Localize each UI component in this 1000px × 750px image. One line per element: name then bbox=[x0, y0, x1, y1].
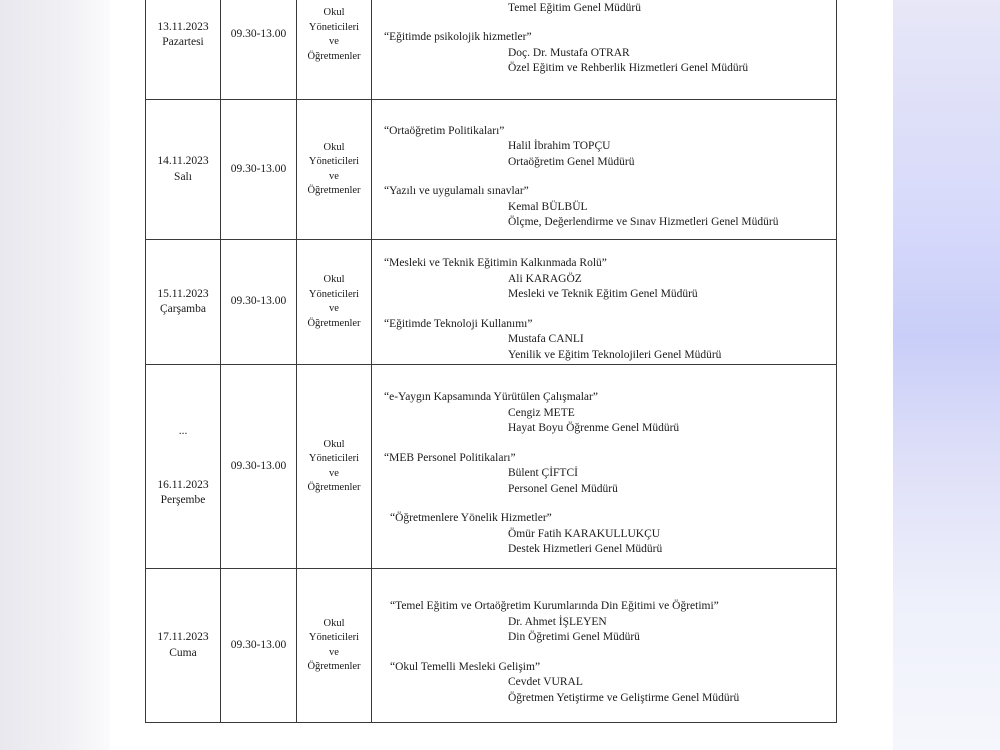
date-value: 13.11.2023 bbox=[157, 20, 209, 33]
talk-entry bbox=[372, 451, 836, 498]
date-cell bbox=[146, 365, 221, 569]
audience-line: ve bbox=[329, 170, 339, 182]
date-cell bbox=[146, 569, 221, 723]
talk-entry bbox=[372, 599, 836, 646]
speaker-name: Ali KARAGÖZ bbox=[508, 272, 582, 285]
date-cell bbox=[146, 240, 221, 365]
background-right bbox=[893, 0, 1000, 750]
speaker-office: Destek Hizmetleri Genel Müdürü bbox=[508, 543, 663, 556]
talks-cell bbox=[372, 240, 837, 365]
talk-entry bbox=[372, 256, 836, 303]
schedule-row bbox=[146, 365, 837, 569]
audience-cell bbox=[297, 569, 372, 723]
date-dots: ... bbox=[178, 425, 188, 438]
audience-cell bbox=[297, 100, 372, 240]
time-cell: 09.30-13.00 bbox=[221, 100, 297, 240]
background-left bbox=[0, 0, 110, 750]
audience-line: Öğretmenler bbox=[307, 317, 361, 329]
date-value: 17.11.2023 bbox=[157, 631, 209, 643]
talk-title: “Yazılı ve uygulamalı sınavlar” bbox=[384, 185, 529, 197]
speaker-name: Cevdet VURAL bbox=[508, 676, 583, 688]
audience-line: ve bbox=[329, 303, 339, 314]
talks-cell bbox=[372, 365, 837, 569]
talk-title: “Eğitimde Teknoloji Kullanımı” bbox=[384, 317, 533, 330]
schedule-row bbox=[146, 0, 837, 100]
talk-entry bbox=[372, 390, 836, 437]
audience-line: Okul bbox=[323, 438, 345, 450]
audience-line: ve bbox=[329, 467, 339, 479]
speaker-office: Özel Eğitim ve Rehberlik Hizmetleri Genel Müdürü bbox=[508, 62, 749, 75]
audience-line: Yöneticileri bbox=[308, 632, 360, 643]
speaker-office: Personel Genel Müdürü bbox=[508, 482, 618, 495]
talk-entry bbox=[372, 317, 836, 364]
talk-title: “Temel Eğitim ve Ortaöğretim Kurumlarında Din Eğitimi ve Öğretimi” bbox=[390, 600, 719, 612]
speaker-name: Doç. Dr. Mustafa OTRAR bbox=[508, 46, 630, 59]
weekday: Salı bbox=[174, 170, 192, 183]
speaker-office: Temel Eğitim Genel Müdürü bbox=[508, 1, 642, 14]
audience-cell bbox=[297, 0, 372, 100]
speaker-office: Ortaöğretim Genel Müdürü bbox=[508, 155, 635, 168]
talk-entry bbox=[372, 660, 836, 707]
talk-title: “e-Yaygın Kapsamında Yürütülen Çalışmalar” bbox=[384, 391, 598, 404]
talk-title: “Ortaöğretim Politikaları” bbox=[384, 124, 505, 137]
date-cell bbox=[146, 100, 221, 240]
audience-line: Yöneticileri bbox=[308, 453, 360, 464]
talk-entry bbox=[372, 30, 836, 77]
audience-line: Okul bbox=[323, 141, 345, 153]
talks-cell bbox=[372, 569, 837, 723]
date-value: 14.11.2023 bbox=[157, 155, 209, 167]
audience-line: Yöneticileri bbox=[308, 288, 360, 300]
speaker-office: Öğretmen Yetiştirme ve Geliştirme Genel Müdürü bbox=[508, 691, 740, 704]
audience-line: Öğretmenler bbox=[307, 185, 361, 196]
talk-entry bbox=[372, 184, 836, 231]
talk-title: “Öğretmenlere Yönelik Hizmetler” bbox=[390, 512, 552, 525]
speaker-name: Ömür Fatih KARAKULLUKÇU bbox=[508, 527, 661, 540]
talk-entry bbox=[372, 124, 836, 171]
audience-cell bbox=[297, 365, 372, 569]
talk-entry bbox=[372, 511, 836, 558]
audience-line: Öğretmenler bbox=[307, 482, 361, 493]
audience-line: ve bbox=[329, 36, 339, 47]
talk-title: “Okul Temelli Mesleki Gelişim” bbox=[390, 660, 541, 673]
talks-cell bbox=[372, 100, 837, 240]
audience-line: Okul bbox=[323, 7, 345, 18]
audience-line: Yöneticileri bbox=[308, 156, 360, 167]
schedule-table bbox=[145, 0, 837, 723]
speaker-name: Cengiz METE bbox=[508, 406, 575, 419]
weekday: Çarşamba bbox=[160, 303, 206, 315]
audience-cell bbox=[297, 240, 372, 365]
audience-line: Okul bbox=[323, 617, 345, 629]
talk-title: “MEB Personel Politikaları” bbox=[384, 451, 516, 464]
audience-line: Öğretmenler bbox=[307, 661, 361, 672]
schedule-row bbox=[146, 240, 837, 365]
time-cell: 09.30-13.00 bbox=[221, 569, 297, 723]
speaker-office: Mesleki ve Teknik Eğitim Genel Müdürü bbox=[508, 288, 698, 300]
speaker-name: Dr. Ahmet İŞLEYEN bbox=[508, 615, 607, 628]
audience-line: Öğretmenler bbox=[307, 50, 361, 62]
date-cell bbox=[146, 0, 221, 100]
speaker-office: Yenilik ve Eğitim Teknolojileri Genel Müdürü bbox=[508, 348, 722, 361]
speaker-office: Ölçme, Değerlendirme ve Sınav Hizmetleri Genel Müdürü bbox=[508, 216, 779, 228]
schedule-row bbox=[146, 100, 837, 240]
date-value: 16.11.2023 bbox=[157, 478, 209, 491]
audience-line: Okul bbox=[323, 274, 345, 285]
talk-entry bbox=[372, 0, 836, 16]
speaker-office: Din Öğretimi Genel Müdürü bbox=[508, 631, 640, 643]
speaker-name: Kemal BÜLBÜL bbox=[508, 200, 588, 213]
speaker-office: Hayat Boyu Öğrenme Genel Müdürü bbox=[508, 422, 680, 435]
talk-title: “Eğitimde psikolojik hizmetler” bbox=[384, 31, 532, 44]
speaker-name: Mustafa CANLI bbox=[508, 333, 584, 345]
time-cell: 09.30-13.00 bbox=[221, 240, 297, 365]
schedule-row bbox=[146, 569, 837, 723]
weekday: Cuma bbox=[169, 646, 197, 659]
weekday: Pazartesi bbox=[162, 36, 204, 48]
talk-title: “Mesleki ve Teknik Eğitimin Kalkınmada Rolü” bbox=[384, 257, 607, 269]
speaker-name: Bülent ÇİFTCİ bbox=[508, 467, 578, 480]
time-cell: 09.30-13.00 bbox=[221, 365, 297, 569]
weekday: Perşembe bbox=[160, 494, 206, 507]
speaker-name: Halil İbrahim TOPÇU bbox=[508, 140, 611, 152]
audience-line: Yöneticileri bbox=[308, 21, 360, 33]
audience-line: ve bbox=[329, 646, 339, 658]
date-value: 15.11.2023 bbox=[157, 287, 209, 300]
talks-cell bbox=[372, 0, 837, 100]
time-cell: 09.30-13.00 bbox=[221, 0, 297, 100]
